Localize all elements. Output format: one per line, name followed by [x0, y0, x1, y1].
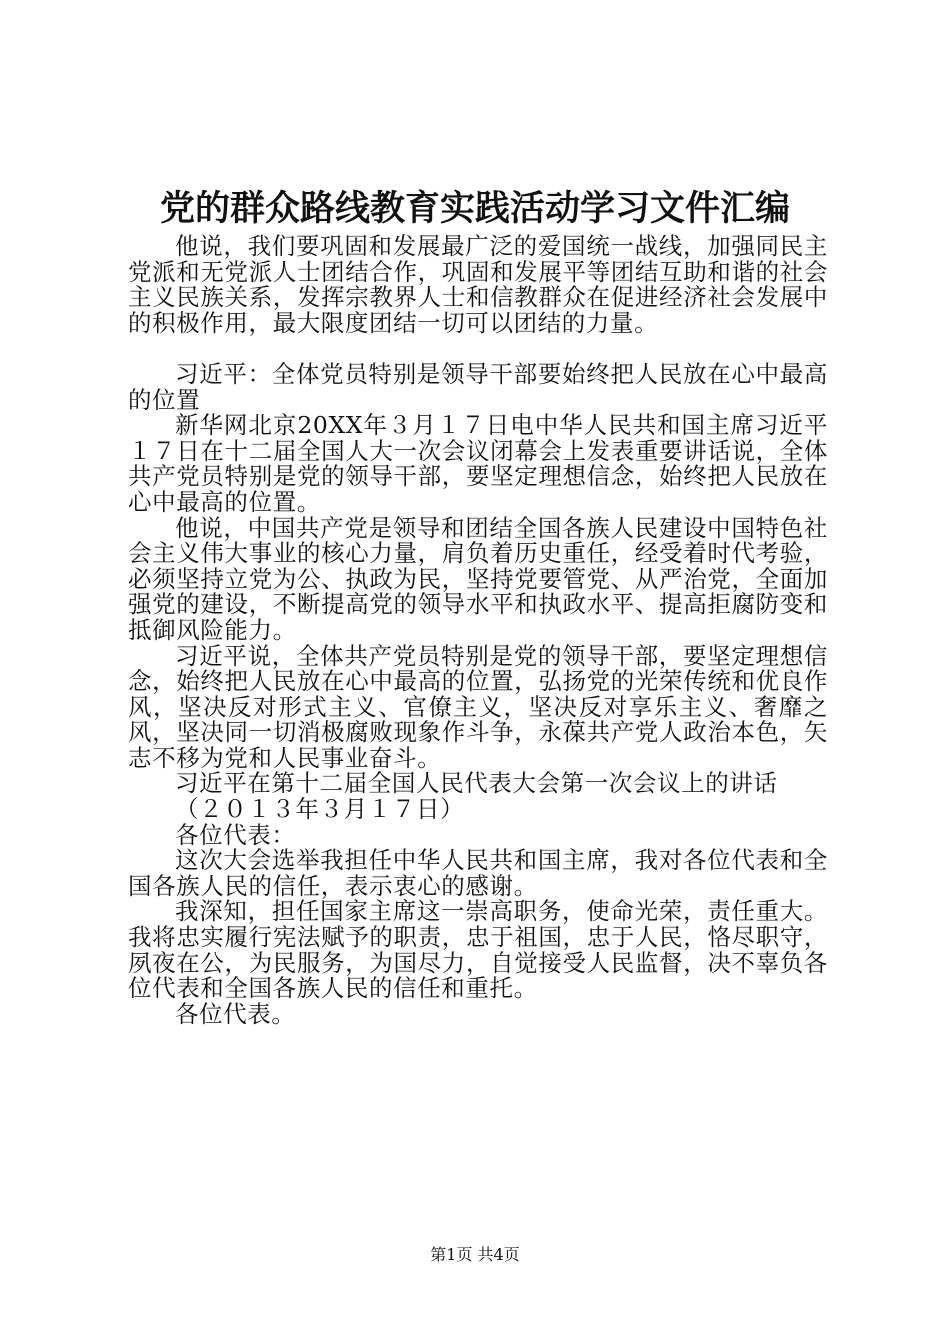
paragraph-united-front: 他说，我们要巩固和发展最广泛的爱国统一战线，加强同民主党派和无党派人士团结合作，巩固和发展平等团结互助和谐的社会主义民族关系，发挥宗教界人士和信教群众在促进经济社会发展中的积极作用，最大限度团结一切可以团结的力量。 — [128, 232, 828, 337]
document-title: 党的群众路线教育实践活动学习文件汇编 — [159, 188, 790, 229]
paragraph-party-core: 他说，中国共产党是领导和团结全国各族人民建设中国特色社会主义伟大事业的核心力量，肩负着历史重任，经受着时代考验，必须坚持立党为公、执政为民，坚持党要管党、从严治党，全面加强党的建设，不断提高党的领导水平和执政水平、提高拒腐防变和抵御风险能力。 — [128, 513, 828, 644]
paragraph-speech-title: 习近平在第十二届全国人民代表大会第一次会议上的讲话 — [175, 769, 778, 798]
paragraph-duty: 我深知，担任国家主席这一崇高职务，使命光荣，责任重大。我将忠实履行宪法赋予的职责，忠于祖国，忠于人民，恪尽职守，夙夜在公，为民服务，为国尽力，自觉接受人民监督，决不辜负各位代表和全国各族人民的信任和重托。 — [128, 897, 828, 1003]
paragraph-thanks: 这次大会选举我担任中华人民共和国主席，我对各位代表和全国各族人民的信任，表示衷心的感谢。 — [128, 846, 828, 900]
document-body — [128, 234, 828, 1027]
paragraph-ideals: 习近平说，全体共产党员特别是党的领导干部，要坚定理想信念，始终把人民放在心中最高的位置，弘扬党的光荣传统和优良作风，坚决反对形式主义、官僚主义，坚决反对享乐主义、奢靡之风，坚决同一切消极腐败现象作斗争，永葆共产党人政治本色，矢志不移为党和人民事业奋斗。 — [128, 641, 828, 772]
paragraph-headline: 习近平：全体党员特别是领导干部要始终把人民放在心中最高的位置 — [128, 359, 828, 414]
paragraph-xinhua-report: 新华网北京20XX年３月１７日电中华人民共和国主席习近平１７日在十二届全国人大一次会议闭幕会上发表重要讲话说，全体共产党员特别是党的领导干部，要坚定理想信念，始终把人民放在心中最高的位置。 — [128, 411, 828, 516]
page-number-footer: 第1页 共4页 — [430, 1245, 520, 1264]
paragraph-closing-salutation: 各位代表。 — [175, 999, 296, 1028]
paragraph-salutation: 各位代表： — [175, 820, 296, 849]
paragraph-speech-date: （２０１３年３月１７日） — [175, 795, 465, 824]
